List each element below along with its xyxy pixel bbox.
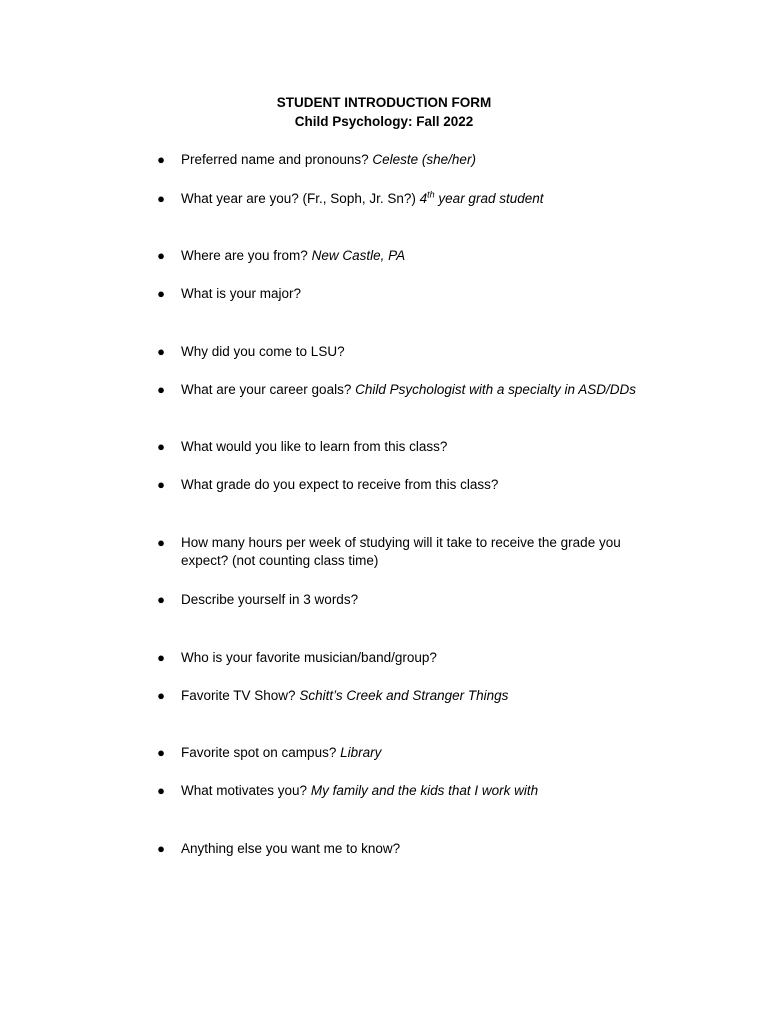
question-text: Preferred name and pronouns? — [181, 152, 369, 167]
answer-year-number: 4 — [419, 191, 428, 206]
bullet-icon: ● — [157, 592, 165, 607]
bullet-icon: ● — [157, 535, 165, 550]
question-text: What would you like to learn from this class? — [181, 439, 448, 454]
question-text: What motivates you? — [181, 783, 308, 798]
answer-text: Child Psychologist with a specialty in ASD/DDs — [355, 382, 636, 397]
question-text: What is your major? — [181, 286, 302, 301]
answer-text: Library — [340, 745, 382, 760]
answer-text: Schitt’s Creek and Stranger Things — [299, 688, 509, 703]
question-text: Who is your favorite musician/band/group? — [181, 650, 437, 665]
answer-text: New Castle, PA — [311, 248, 406, 263]
bullet-icon: ● — [157, 152, 165, 167]
question-text: Why did you come to LSU? — [181, 344, 345, 359]
form-subtitle: Child Psychology: Fall 2022 — [294, 114, 474, 129]
question-text: Where are you from? — [181, 248, 308, 263]
answer-text: Celeste (she/her) — [372, 152, 476, 167]
question-text: Favorite TV Show? — [181, 688, 296, 703]
question-text: Favorite spot on campus? — [181, 745, 337, 760]
bullet-icon: ● — [157, 841, 165, 856]
bullet-icon: ● — [157, 344, 165, 359]
answer-year-rest: year grad student — [438, 191, 544, 206]
bullet-icon: ● — [157, 439, 165, 454]
bullet-icon: ● — [157, 745, 165, 760]
question-text: Anything else you want me to know? — [181, 841, 401, 856]
answer-text — [420, 191, 544, 206]
question-text: How many hours per week of studying will it take to receive the grade you expect? (not counting class time) — [181, 535, 621, 568]
bullet-icon: ● — [157, 650, 165, 665]
bullet-icon: ● — [157, 191, 165, 206]
bullet-icon: ● — [157, 688, 165, 703]
bullet-icon: ● — [157, 382, 165, 397]
answer-year-suffix: th — [427, 189, 435, 200]
answer-text: My family and the kids that I work with — [310, 783, 539, 798]
bullet-icon: ● — [157, 477, 165, 492]
bullet-icon: ● — [157, 286, 165, 301]
form-title: STUDENT INTRODUCTION FORM — [276, 95, 492, 110]
question-text: Describe yourself in 3 words? — [181, 592, 359, 607]
bullet-icon: ● — [157, 783, 165, 798]
question-text: What grade do you expect to receive from this class? — [181, 477, 499, 492]
question-text: What are your career goals? — [181, 382, 352, 397]
bullet-icon: ● — [157, 248, 165, 263]
question-text: What year are you? (Fr., Soph, Jr. Sn?) — [181, 191, 416, 206]
